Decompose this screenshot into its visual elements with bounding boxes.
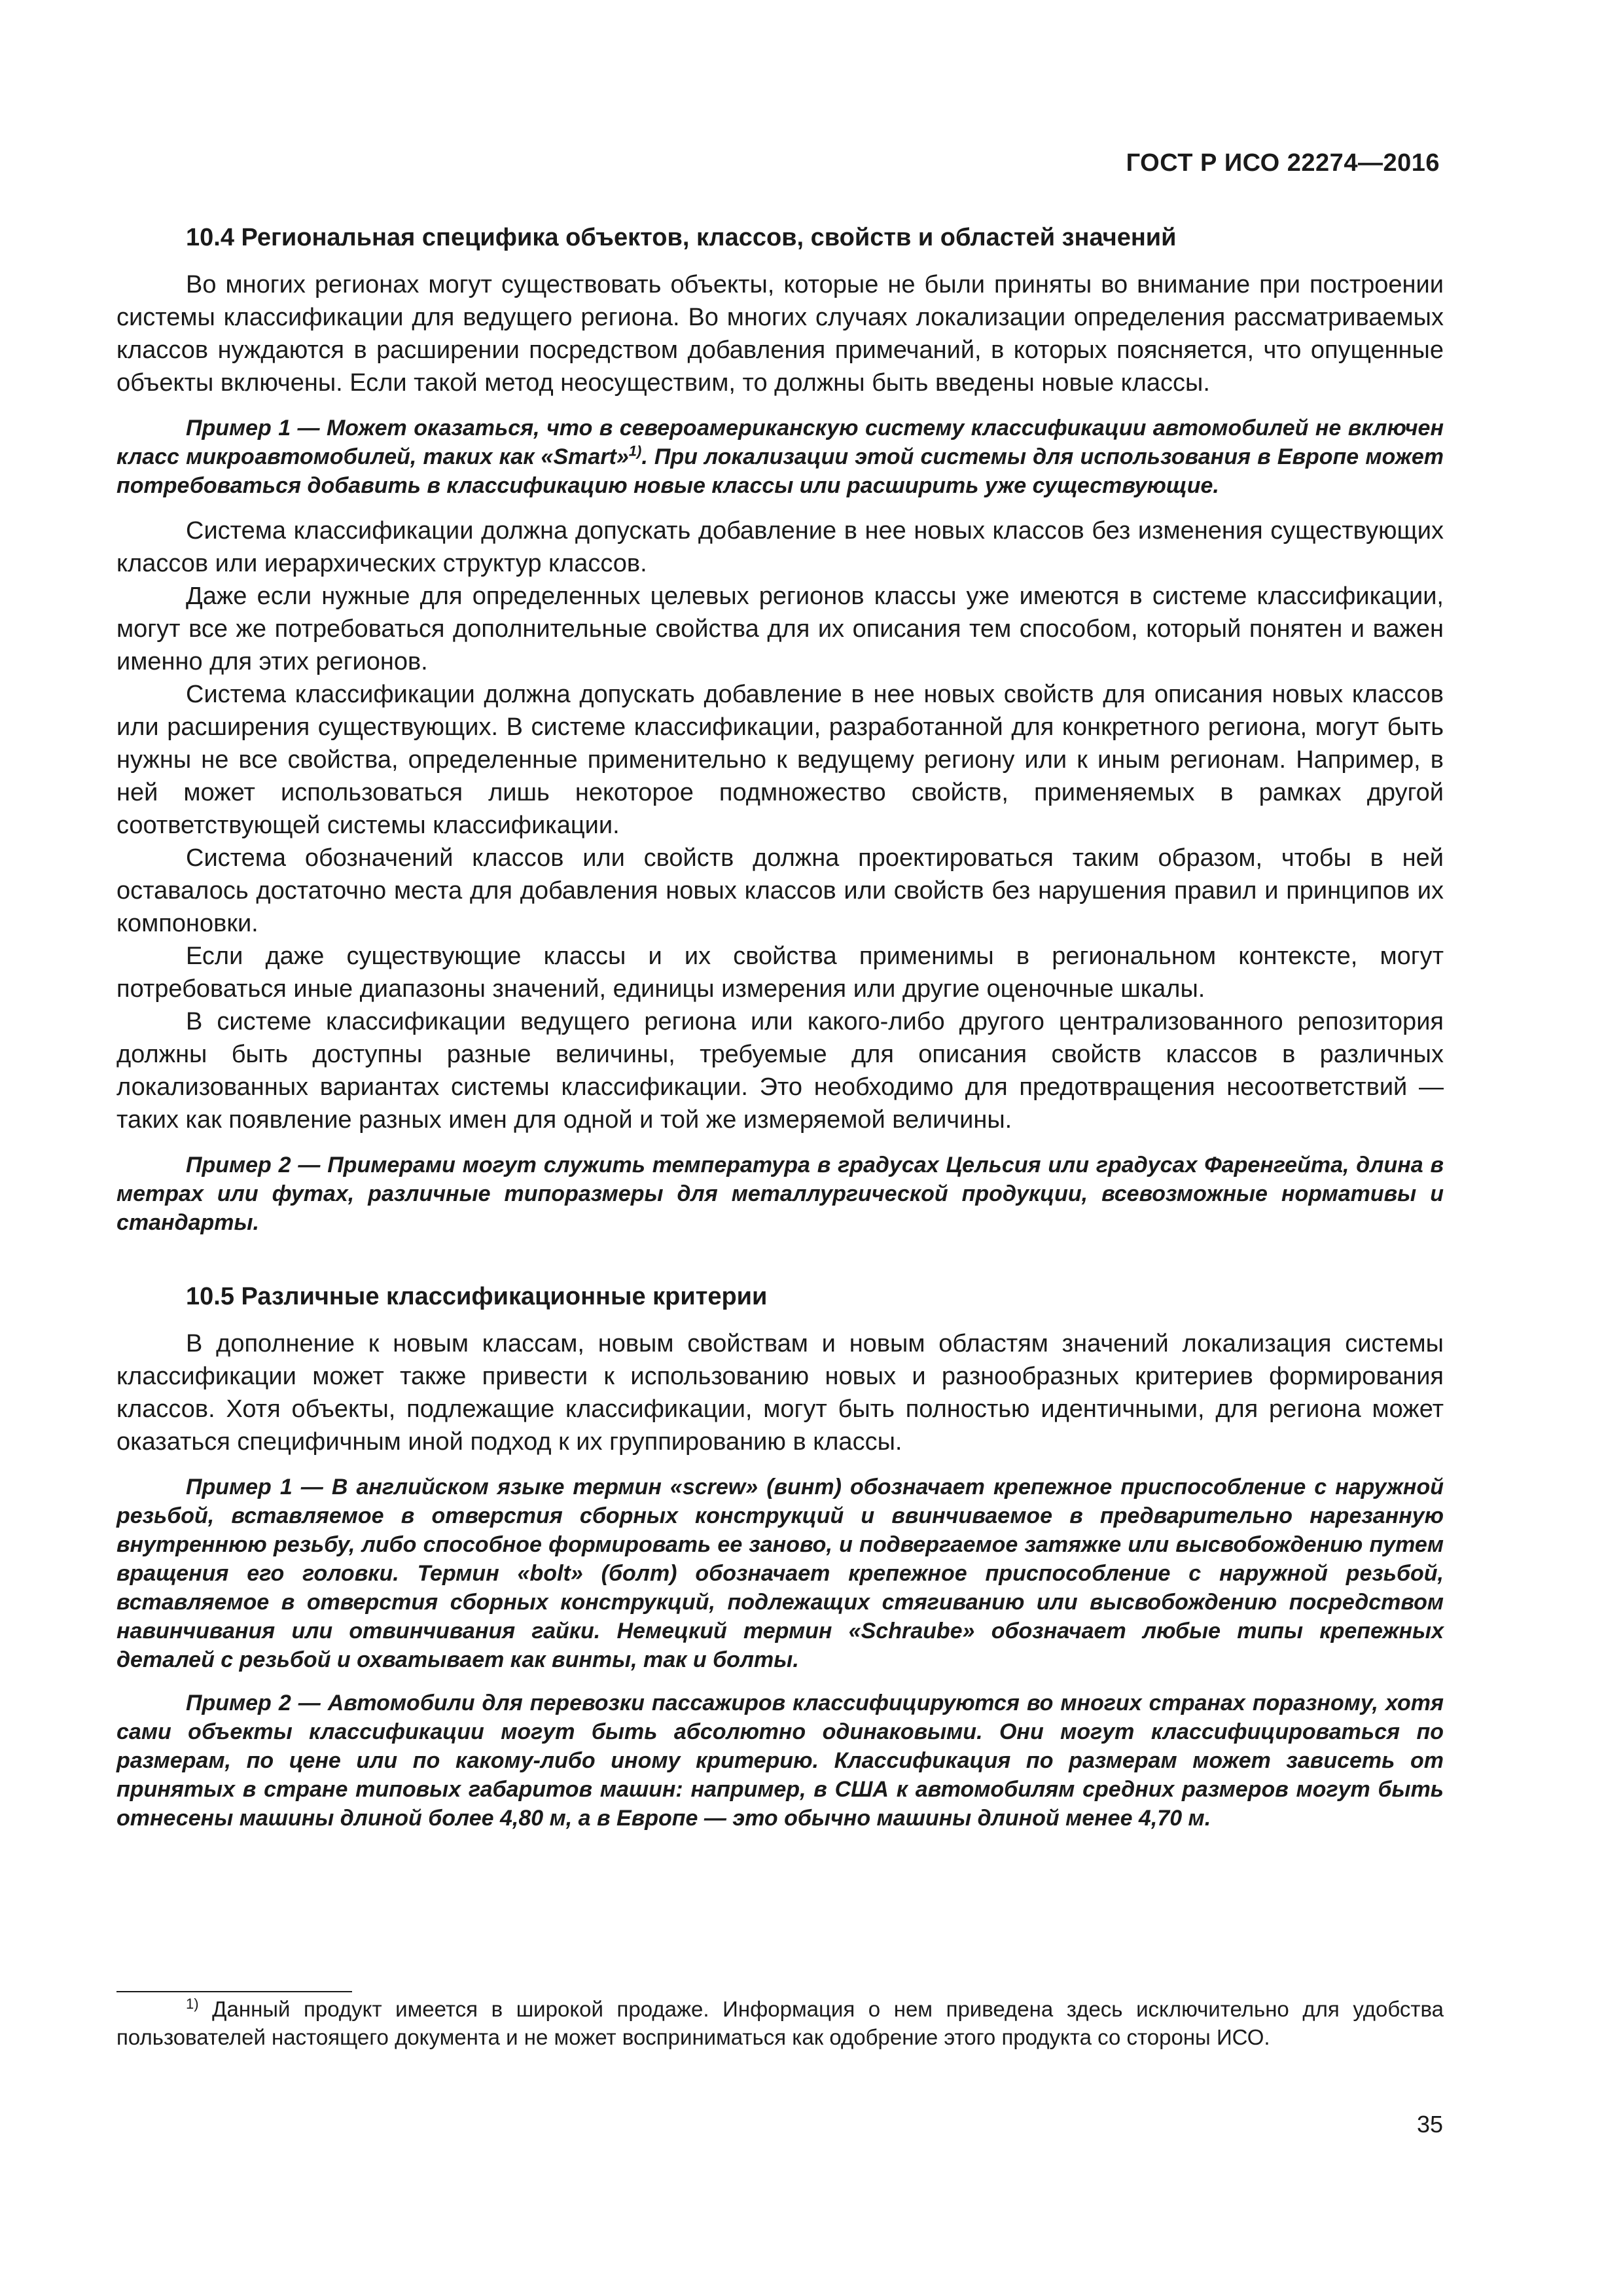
- section-10-4-title: 10.4 Региональная специфика объектов, классов, свойств и областей значений: [186, 224, 1177, 251]
- footnote-divider: [116, 1991, 352, 1992]
- section-10-4-paragraph-1: Во многих регионах могут существовать объекты, которые не были приняты во внимание при построении системы классификации для ведущего региона. Во многих случаях локализации определения рассматриваемых классов нуждаются в расширении посредством добавления примечаний, в которых поясняется, что опущенные объекты включены. Если такой метод неосуществим, то должны быть введены новые классы.: [116, 271, 1444, 397]
- section-10-4-paragraph-5: Система обозначений классов или свойств должна проектироваться таким образом, чтобы в ней оставалось достаточно места для добавления новых классов или свойств без нарушения правил и принципов их компоновки.: [116, 844, 1444, 937]
- section-10-4-example-2: Пример 2 — Примерами могут служить температура в градусах Цельсия или градусах Фаренгейта, длина в метрах или футах, различные типоразмеры для металлургической продукции, всевозможные нормативы и стандарты.: [116, 1153, 1444, 1235]
- section-10-4-paragraph-4: Система классификации должна допускать добавление в нее новых свойств для описания новых классов или расширения существующих. В системе классификации, разработанной для конкретного региона, могут быть нужны не все свойства, определенные применительно к ведущему региону или к иным регионам. Например, в ней может использоваться лишь некоторое подмножество свойств, применяемых в рамках другой соответствующей системы классификации.: [116, 681, 1444, 839]
- section-10-4-paragraph-2: Система классификации должна допускать добавление в нее новых классов без изменения существующих классов или иерархических структур классов.: [116, 517, 1444, 577]
- document-body: [116, 221, 1444, 1847]
- section-10-5-example-2: Пример 2 — Автомобили для перевозки пассажиров классифицируются во многих странах поразному, хотя сами объекты классификации могут быть абсолютно одинаковыми. Они могут классифицироваться по размерам, по цене или по какому-либо иному критерию. Классификация по размерам может зависеть от принятых в стране типовых габаритов машин: например, в США к автомобилям средних размеров могут быть отнесены машины длиной более 4,80 м, а в Европе — это обычно машины длиной менее 4,70 м.: [116, 1691, 1444, 1831]
- footnote-text: Данный продукт имеется в широкой продаже. Информация о нем приведена здесь исключительно для удобства пользователей настоящего документа и не может восприниматься как одобрение этого продукта со стороны ИСО.: [116, 1997, 1444, 2049]
- section-spacer: [116, 1251, 1444, 1280]
- section-10-4-paragraph-7: В системе классификации ведущего региона или какого-либо другого централизованного репозитория должны быть доступны разные величины, требуемые для описания свойств классов в различных локализованных вариантах системы классификации. Это необходимо для предотвращения несоответствий — таких как появление разных имен для одной и той же измеряемой величины.: [116, 1008, 1444, 1134]
- footnote-marker: 1): [186, 1996, 199, 2012]
- section-10-5-example-1: Пример 1 — В английском языке термин «screw» (винт) обозначает крепежное приспособление с наружной резьбой, вставляемое в отверстия сборных конструкций и ввинчиваемое в предварительно нарезанную внутреннюю резьбу, либо способное формировать ее заново, и подвергаемое затяжке или высвобождению путем вращения его головки. Термин «bolt» (болт) обозначает крепежное приспособление с наружной резьбой, вставляемое в отверстия сборных конструкций, подлежащих стягиванию или высвобождению посредством навинчивания или отвинчивания гайки. Немецкий термин «Schraube» обозначает любые типы крепежных деталей с резьбой и охватывает как винты, так и болты.: [116, 1475, 1444, 1672]
- footnote: [116, 1995, 1444, 2051]
- document-code-header: ГОСТ Р ИСО 22274—2016: [1126, 149, 1440, 177]
- footnote-reference[interactable]: 1): [628, 442, 642, 459]
- example-1-text-end: . При локализации этой системы для использования в Европе может потребоваться добавить в классификацию новые классы или расширить уже существующие.: [116, 444, 1444, 498]
- section-10-4-paragraph-6: Если даже существующие классы и их свойства применимы в региональном контексте, могут потребоваться иные диапазоны значений, единицы измерения или другие оценочные шкалы.: [116, 942, 1444, 1003]
- section-10-4-example-1: [116, 414, 1444, 500]
- section-10-4-paragraph-3: Даже если нужные для определенных целевых регионов классы уже имеются в системе классификации, могут все же потребоваться дополнительные свойства для их описания тем способом, который понятен и важен именно для этих регионов.: [116, 583, 1444, 675]
- section-10-5-paragraph-1: В дополнение к новым классам, новым свойствам и новым областям значений локализация системы классификации может также привести к использованию новых и разнообразных критериев формирования классов. Хотя объекты, подлежащие классификации, могут быть полностью идентичными, для региона может оказаться специфичным иной подход к их группированию в классы.: [116, 1330, 1444, 1456]
- section-10-5-title: 10.5 Различные классификационные критерии: [186, 1283, 768, 1310]
- page-number: 35: [1416, 2111, 1443, 2138]
- example-1-text-start: Пример 1 — Может оказаться, что в североамериканскую систему классификации автомобилей не включен класс микроавтомобилей, таких как «Smart»: [116, 416, 1444, 469]
